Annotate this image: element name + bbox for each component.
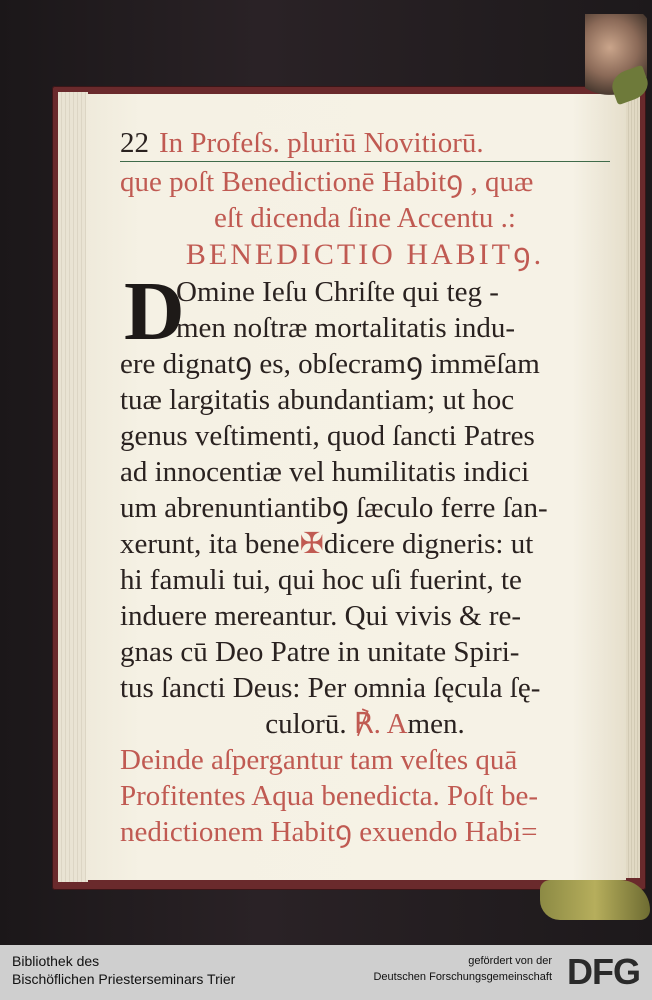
closing-line (120, 706, 610, 742)
drop-cap-initial: D (124, 265, 185, 358)
body-line: men noſtræ mortalitatis indu- (176, 312, 516, 344)
intro-line-2: eſt dicenda ſine Accentu .: (214, 202, 516, 234)
running-title: In Profeſs. pluriū Novitiorū. (159, 127, 484, 159)
body-line-with-cross (120, 526, 610, 562)
cross-line-before: xerunt, ita bene (120, 528, 300, 560)
library-name-line2: Bischöflichen Priesterseminars Trier (12, 971, 236, 987)
dried-leaf-bottom-image (540, 880, 650, 920)
cross-line-after: dicere digneris: ut (323, 528, 534, 560)
body-line: induere mereantur. Qui vivis & re- (120, 600, 522, 632)
page-header (120, 125, 610, 162)
page-edges-left (58, 92, 88, 882)
section-title: BENEDICTIO HABITꝯ. (185, 238, 545, 271)
cross-icon: ✠ (299, 528, 324, 560)
amen-initial: A (386, 708, 408, 740)
page-number: 22 (120, 127, 149, 159)
rubric-line: Deinde aſpergantur tam veſtes quā (120, 744, 518, 776)
intro-line-1: que poſt Benedictionē Habitꝯ , quæ (120, 166, 534, 198)
rubric-line: Profitentes Aqua benedicta. Poſt be- (120, 780, 538, 812)
footer-bar (0, 945, 652, 1000)
rubric-line: nedictionem Habitꝯ exuendo Habi= (120, 816, 538, 848)
amen-rest: men. (407, 708, 465, 740)
manuscript-text (120, 125, 610, 850)
funding-line2: Deutschen Forschungsgemeinschaft (373, 971, 552, 983)
body-line: tuæ largitatis abundantiam; ut hoc (120, 384, 515, 416)
response-mark: ℟. (353, 708, 381, 740)
library-name-line1: Bibliothek des (12, 953, 100, 969)
body-line: ere dignatꝯ es, obſecramꝯ immēſam (120, 348, 540, 380)
funding-line1: gefördert von der (468, 955, 552, 967)
body-line: genus veſtimenti, quod ſancti Patres (120, 420, 535, 452)
body-line: tus ſancti Deus: Per omnia ſęcula ſę- (120, 672, 541, 704)
closing-word: culorū. (265, 708, 347, 740)
dfg-logo: DFG (567, 951, 640, 992)
prayer-text (120, 265, 610, 850)
body-line: um abrenuntiantibꝯ ſæculo ferre ſan- (120, 492, 548, 524)
body-line: ad innocentiæ vel humilitatis indici (120, 456, 530, 488)
body-line: Omine Ieſu Chriſte qui teg - (176, 276, 499, 308)
body-line: hi famuli tui, qui hoc uſi fuerint, te (120, 564, 522, 596)
body-line: gnas cū Deo Patre in unitate Spiri- (120, 636, 520, 668)
page-edges-right (626, 96, 640, 878)
